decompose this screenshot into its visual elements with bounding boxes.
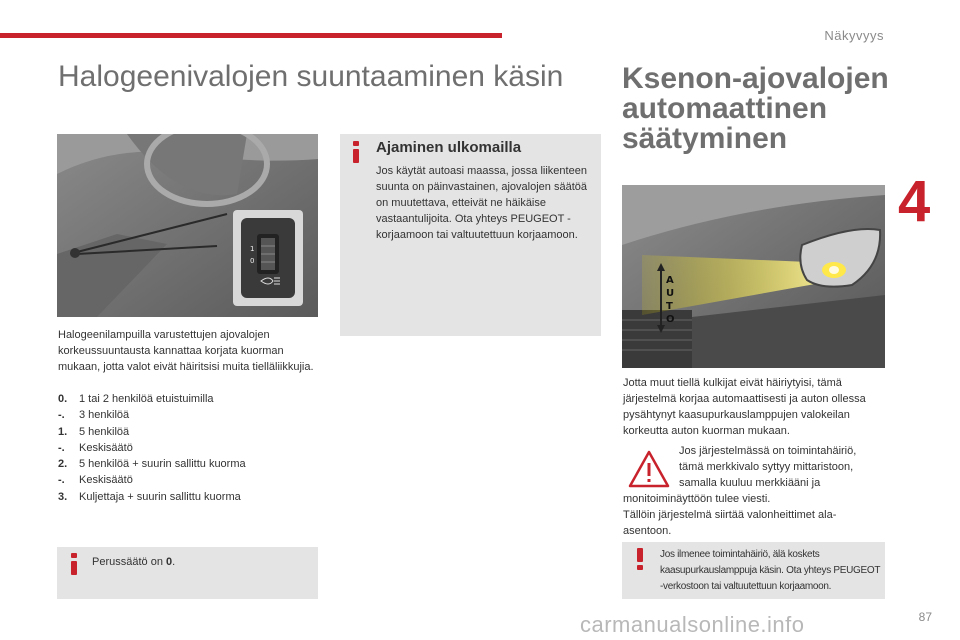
driving-abroad-title: Ajaminen ulkomailla [376, 139, 522, 156]
headlamp-dial-illustration [57, 134, 318, 317]
list-item: -. Keskisäätö [58, 441, 133, 454]
halogen-intro: Halogeenilampuilla varustettujen ajovalojen korkeussuuntausta kannattaa korjata kuorman mukaan, jotta valot eivät häiritsisi muita tielläliikkujia. [58, 329, 314, 373]
section-label: Näkyvyys [824, 28, 884, 43]
list-item: -. 3 henkilöä [58, 409, 130, 422]
list-item: -. Keskisäätö [58, 474, 133, 487]
xenon-headlamp-illustration [622, 185, 885, 368]
page-number: 87 [918, 610, 932, 624]
malfunction-text: Jos järjestelmässä on toimintahäiriö, tämä merkkivalo syttyy mittaristoon, samalla kuuluu merkkiääni ja [679, 445, 857, 489]
warning-mark-icon [637, 548, 643, 570]
chapter-number: 4 [898, 169, 931, 234]
basic-setting-note: Perussäätö on 0. [92, 556, 176, 568]
info-icon [71, 553, 77, 575]
driving-abroad-text: Jos käytät autoasi maassa, jossa liikenteen suunta on päinvastainen, ajovalojen säätöä on muutettava, etteivät ne häikäise vastaantulijoita. Ota yhteys PEUGEOT -korjaamoon tai valtuutettuun korjaamoon. [376, 165, 587, 241]
watermark: carmanualsonline.info [580, 612, 805, 637]
auto-letter: O [666, 314, 675, 325]
low-position-text: Tällöin järjestelmä siirtää valonheittimet ala-asentoon. [623, 509, 837, 537]
right-heading: Ksenon-ajovalojen automaattinen säätyminen [622, 62, 889, 155]
top-accent-bar [0, 33, 502, 38]
list-item: 2. 5 henkilöä + suurin sallittu kuorma [58, 458, 246, 471]
auto-letter: U [666, 288, 675, 299]
left-heading: Halogeenivalojen suuntaaminen käsin [58, 60, 564, 93]
warning-triangle-icon [627, 449, 671, 489]
dial-label-0: 0 [250, 257, 255, 265]
auto-letter: A [666, 275, 674, 286]
settings-list [58, 391, 318, 505]
xenon-intro: Jotta muut tiellä kulkijat eivät häiriytyisi, tämä järjestelmä korjaa automaattisesti ja auton ollessa pysähtynyt kaasupurkauslamppujen valokeilan korkeutta auton kuorman mukaan. [623, 377, 866, 437]
info-icon [353, 141, 359, 163]
list-item: 1. 5 henkilöä [58, 425, 130, 438]
list-item: 0. 1 tai 2 henkilöä etuistuimilla [58, 393, 214, 405]
warning-note-text: Jos ilmenee toimintahäiriö, älä koskets kaasupurkauslamppuja käsin. Ota yhteys PEUGEOT -verkostoon tai valtuutettuun korjaamoon. [660, 549, 881, 592]
dial-label-1: 1 [250, 245, 255, 253]
auto-letter: T [666, 301, 673, 312]
list-item: 3. Kuljettaja + suurin sallittu kuorma [58, 490, 241, 503]
malfunction-text-cont: monitoiminäyttöön tulee viesti. [623, 493, 771, 505]
